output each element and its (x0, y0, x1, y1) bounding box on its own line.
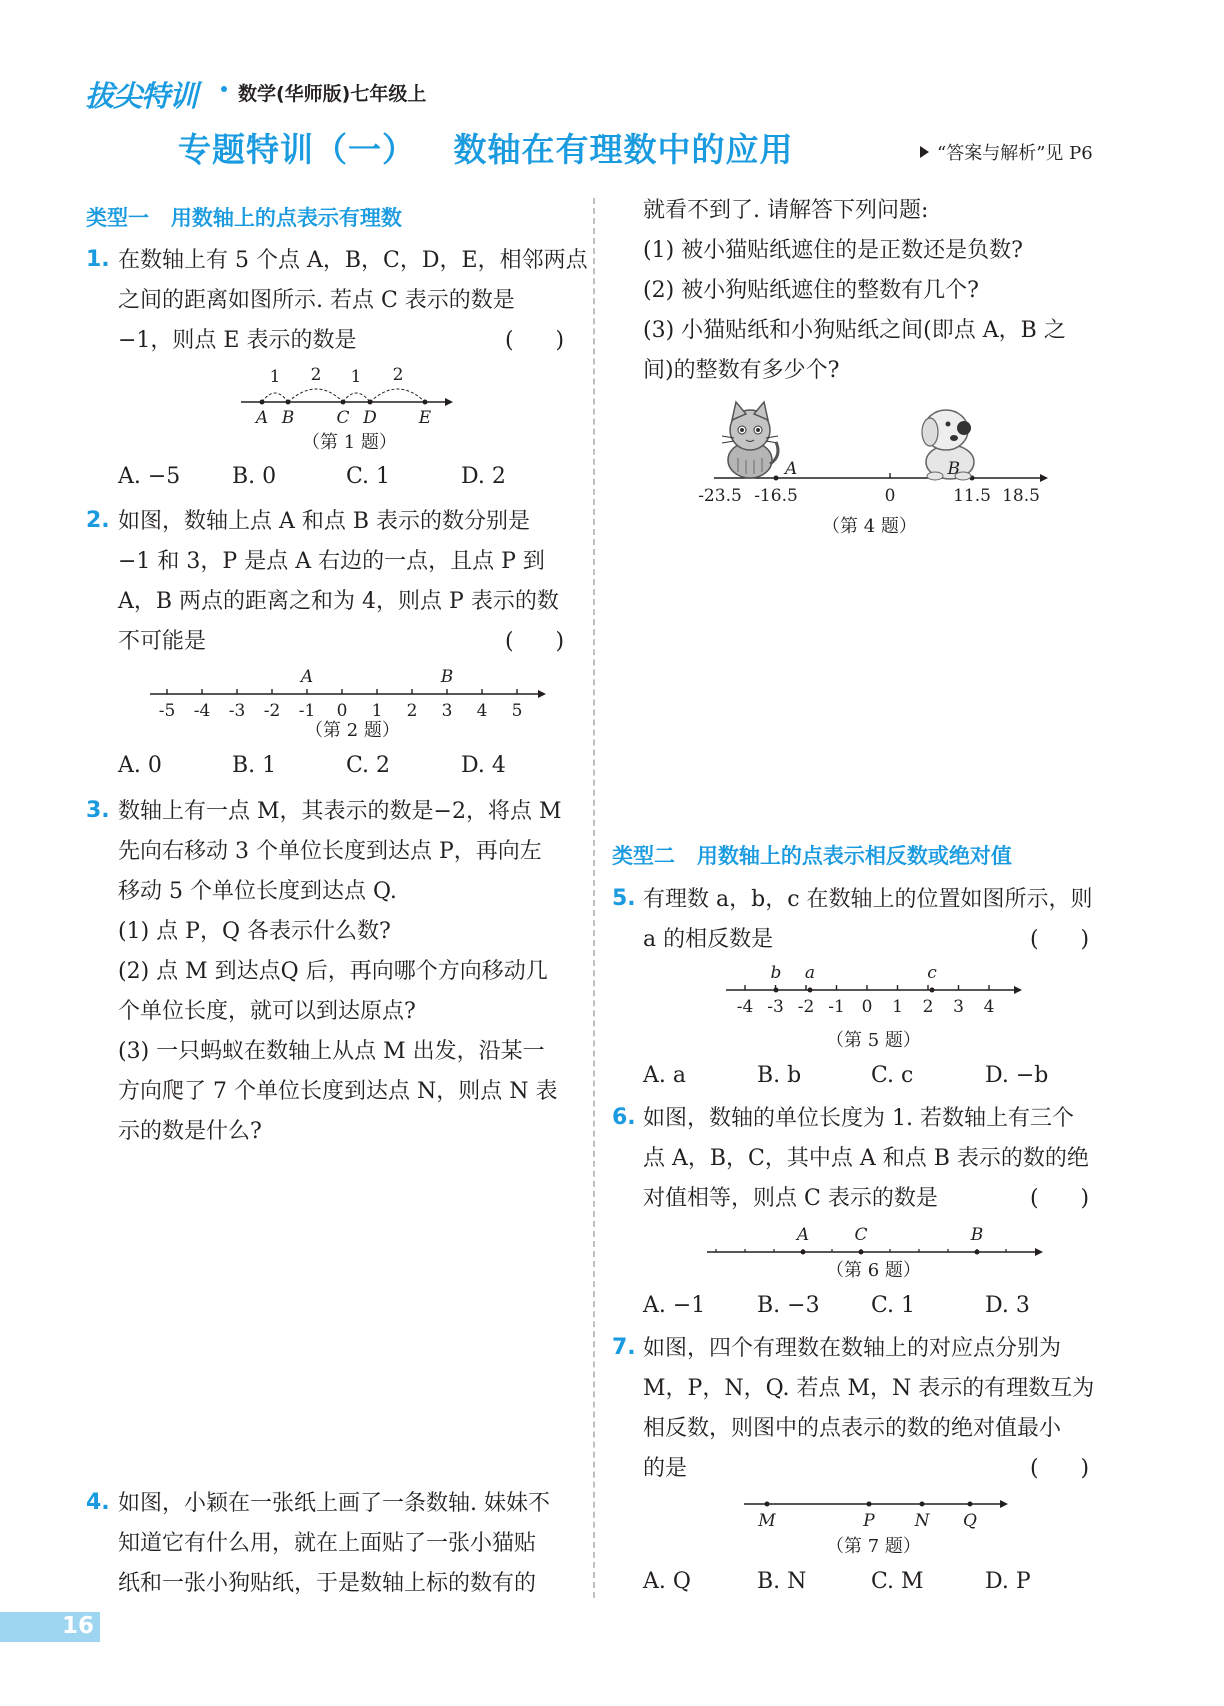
option-d[interactable]: D. −b (985, 1063, 1049, 1088)
question-text-line: 之间的距离如图所示. 若点 C 表示的数是 (118, 288, 515, 313)
tick-label: -3 (767, 997, 784, 1016)
point-label-a: A (796, 1225, 810, 1245)
tick-label: 1 (892, 997, 903, 1016)
question-text-line: (3) 一只蚂蚁在数轴上从点 M 出发，沿某一 (118, 1039, 545, 1064)
point-label: E (418, 408, 432, 426)
option-b[interactable]: B. 1 (232, 753, 277, 778)
question-text-line: 示的数是什么? (118, 1119, 262, 1144)
tick-label: -1 (828, 997, 845, 1016)
figure-2-number-line (148, 664, 548, 724)
option-d[interactable]: D. 2 (461, 464, 506, 489)
answer-reference (920, 139, 1093, 165)
point-label-b: B (970, 1225, 984, 1245)
tick-label: -4 (736, 997, 754, 1016)
option-c[interactable]: C. 1 (871, 1293, 916, 1318)
question-text-line: −1 和 3，P 是点 A 右边的一点，且点 P 到 (118, 549, 545, 574)
question-text-line: M，P，N，Q. 若点 M，N 表示的有理数互为 (643, 1376, 1095, 1401)
tick-label: -1 (298, 701, 316, 721)
tick-label: -3 (228, 701, 246, 721)
figure-caption: （第 7 题） (826, 1536, 921, 1557)
question-text-line: (2) 被小狗贴纸遮住的整数有几个? (643, 278, 979, 303)
axis-number-label: 18.5 (1002, 486, 1040, 506)
option-b[interactable]: B. −3 (757, 1293, 820, 1318)
tick-label: -2 (797, 997, 815, 1016)
question-number: 3. (86, 798, 110, 823)
option-c[interactable]: C. 1 (346, 464, 391, 489)
question-text-line: −1，则点 E 表示的数是 (118, 328, 357, 353)
option-a[interactable]: A. −1 (643, 1293, 706, 1318)
distance-label: 1 (350, 367, 362, 387)
tick-label: -5 (158, 701, 176, 721)
question-text-line: 有理数 a，b，c 在数轴上的位置如图所示，则 (643, 887, 1093, 912)
question-number: 1. (86, 247, 110, 272)
point-label-b: b (770, 963, 782, 983)
option-a[interactable]: A. Q (643, 1569, 691, 1594)
question-text-line: 如图，数轴上点 A 和点 B 表示的数分别是 (118, 509, 531, 534)
tick-label: 4 (983, 997, 995, 1016)
tick-label: 2 (406, 701, 418, 721)
figure-1-number-line (235, 366, 455, 426)
cat-sticker-icon (722, 402, 778, 478)
question-text-line: 对值相等，则点 C 表示的数是 (643, 1186, 938, 1211)
book-title: 数学(华师版)七年级上 (238, 83, 427, 105)
question-text-line: 相反数，则图中的点表示的数的绝对值最小 (643, 1416, 1062, 1441)
tick-label: 2 (922, 997, 934, 1016)
question-number: 7. (612, 1335, 636, 1360)
tick-label: 1 (371, 701, 383, 721)
answer-blank: ( ) (1030, 1186, 1090, 1211)
question-text-line: (1) 被小猫贴纸遮住的是正数还是负数? (643, 238, 1023, 263)
option-d[interactable]: D. 3 (985, 1293, 1030, 1318)
point-label-a: a (804, 963, 816, 983)
tick-label: 0 (861, 997, 873, 1016)
question-text-line: 个单位长度，就可以到达原点? (118, 999, 416, 1024)
tick-label: 4 (476, 701, 488, 721)
answer-blank: ( ) (505, 629, 565, 654)
question-text-line: 点 A，B，C，其中点 A 和点 B 表示的数的绝 (643, 1146, 1089, 1171)
answer-reference-text: “答案与解析”见 P6 (937, 143, 1093, 164)
option-b[interactable]: B. 0 (232, 464, 277, 489)
question-text-line: 移动 5 个单位长度到达点 Q. (118, 879, 397, 904)
point-label: B (281, 408, 295, 426)
section-heading-type1: 类型一 用数轴上的点表示有理数 (86, 206, 402, 230)
question-text-line: 先向右移动 3 个单位长度到达点 P，再向左 (118, 839, 542, 864)
tick-label: -4 (193, 701, 211, 721)
question-text-line: 就看不到了. 请解答下列问题: (643, 198, 929, 223)
tick-label: 0 (336, 701, 348, 721)
question-number: 4. (86, 1490, 110, 1515)
option-d[interactable]: D. 4 (461, 753, 506, 778)
point-label-a: A (300, 667, 314, 687)
question-number: 5. (612, 886, 636, 911)
answer-blank: ( ) (1030, 1456, 1090, 1481)
question-text-line: 的是 (643, 1456, 688, 1481)
answer-blank: ( ) (505, 328, 565, 353)
question-text-line: 不可能是 (118, 629, 207, 654)
axis-number-label: 11.5 (953, 486, 991, 506)
option-b[interactable]: B. N (757, 1569, 807, 1594)
question-text-line: 纸和一张小狗贴纸，于是数轴上标的数有的 (118, 1571, 537, 1596)
question-text-line: A，B 两点的距离之和为 4，则点 P 表示的数 (118, 589, 559, 614)
tick-label: 3 (953, 997, 964, 1016)
tick-label: -2 (263, 701, 281, 721)
point-label-q: Q (963, 1511, 977, 1531)
section-heading-type2: 类型二 用数轴上的点表示相反数或绝对值 (612, 844, 1012, 868)
question-text-line: 知道它有什么用，就在上面贴了一张小猫贴 (118, 1531, 537, 1556)
question-text-line: 在数轴上有 5 个点 A，B，C，D，E，相邻两点 (118, 248, 588, 273)
distance-label: 2 (392, 366, 404, 385)
point-label-b: B (947, 459, 960, 479)
axis-number-label: -16.5 (754, 486, 798, 506)
figure-4-number-line (690, 398, 1060, 508)
page-title: 专题特训（一） 数轴在有理数中的应用 (178, 130, 794, 169)
question-text-line: 如图，小颖在一张纸上画了一条数轴. 妹妹不 (118, 1491, 550, 1516)
question-text-line: (3) 小猫贴纸和小狗贴纸之间(即点 A，B 之 (643, 318, 1066, 343)
question-text-line: 间)的整数有多少个? (643, 358, 840, 383)
option-c[interactable]: C. M (871, 1569, 924, 1594)
point-label-c: c (927, 963, 937, 983)
figure-caption: （第 6 题） (826, 1260, 921, 1281)
point-label-b: B (440, 667, 454, 687)
point-label-p: P (863, 1511, 875, 1531)
option-c[interactable]: C. c (871, 1063, 914, 1088)
point-label-a: A (785, 459, 798, 479)
question-text-line: (1) 点 P，Q 各表示什么数? (118, 919, 391, 944)
option-a[interactable]: A. 0 (118, 753, 162, 778)
point-label: D (363, 408, 377, 426)
distance-label: 2 (310, 366, 322, 385)
option-a[interactable]: A. a (643, 1063, 686, 1088)
question-number: 2. (86, 508, 110, 533)
figure-caption: （第 2 题） (305, 720, 400, 741)
question-text-line: 数轴上有一点 M，其表示的数是−2，将点 M (118, 799, 562, 824)
point-label-n: N (914, 1511, 930, 1531)
answer-blank: ( ) (1030, 927, 1090, 952)
point-label-m: M (758, 1511, 776, 1531)
figure-caption: （第 1 题） (302, 432, 397, 453)
option-c[interactable]: C. 2 (346, 753, 391, 778)
figure-caption: （第 4 题） (822, 516, 917, 537)
point-label: C (336, 408, 350, 426)
figure-7-number-line (742, 1492, 1012, 1534)
option-b[interactable]: B. b (757, 1063, 802, 1088)
figure-caption: （第 5 题） (826, 1030, 921, 1051)
option-a[interactable]: A. −5 (118, 464, 181, 489)
distance-label: 1 (269, 367, 281, 387)
question-text-line: 如图，四个有理数在数轴上的对应点分别为 (643, 1336, 1062, 1361)
point-label-c: C (854, 1225, 868, 1245)
brand-logo: 拔尖特训 (85, 79, 198, 113)
question-number: 6. (612, 1105, 636, 1130)
column-divider (593, 198, 595, 1598)
brand-dot (221, 86, 227, 92)
option-d[interactable]: D. P (985, 1569, 1031, 1594)
question-text-line: (2) 点 M 到达点Q 后，再向哪个方向移动几 (118, 959, 548, 984)
play-triangle-icon (920, 146, 929, 158)
question-text-line: 如图，数轴的单位长度为 1. 若数轴上有三个 (643, 1106, 1074, 1131)
axis-number-label: -23.5 (698, 486, 742, 506)
point-label: A (255, 408, 269, 426)
tick-label: 5 (511, 701, 523, 721)
page-number: 16 (62, 1613, 95, 1639)
question-text-line: 方向爬了 7 个单位长度到达点 N，则点 N 表 (118, 1079, 558, 1104)
axis-number-label: 0 (884, 486, 896, 506)
tick-label: 3 (441, 701, 453, 721)
question-text-line: a 的相反数是 (643, 927, 774, 952)
figure-5-number-line (724, 960, 1024, 1016)
